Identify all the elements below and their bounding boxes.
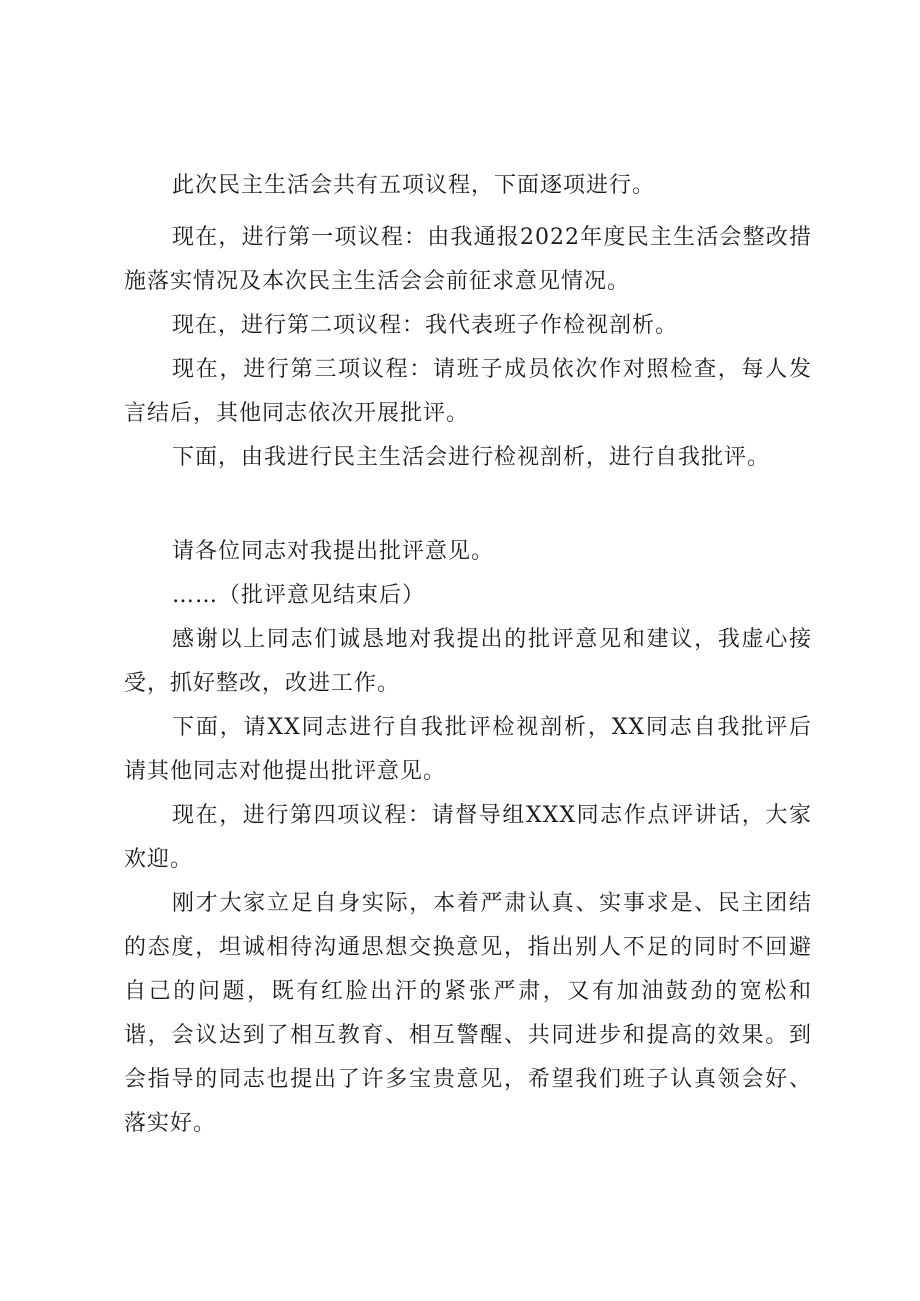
paragraph-after-criticism-note: ……（批评意见结束后） bbox=[172, 583, 426, 608]
paragraph-agenda-item-3: 现在，进行第三项议程：请班子成员依次作对照检查，每人发言结后，其他同志依次开展批评。 bbox=[124, 357, 812, 426]
paragraph-agenda-item-1: 现在，进行第一项议程：由我通报2022年度民主生活会整改措施落实情况及本次民主生活会会前征求意见情况。 bbox=[124, 225, 812, 294]
paragraph-thanks: 感谢以上同志们诚恳地对我提出的批评意见和建议，我虚心接受，抓好整改，改进工作。 bbox=[124, 627, 812, 696]
paragraph-member-self-criticism: 下面，请XX同志进行自我批评检视剖析，XX同志自我批评后请其他同志对他提出批评意见。 bbox=[124, 715, 812, 784]
paragraph-agenda-item-4: 现在，进行第四项议程：请督导组XXX同志作点评讲话，大家欢迎。 bbox=[124, 803, 812, 872]
paragraph-agenda-intro: 此次民主生活会共有五项议程，下面逐项进行。 bbox=[172, 173, 656, 198]
paragraph-request-criticism: 请各位同志对我提出批评意见。 bbox=[172, 539, 495, 564]
paragraph-self-review: 下面，由我进行民主生活会进行检视剖析，进行自我批评。 bbox=[172, 445, 771, 470]
paragraph-summary: 刚才大家立足自身实际，本着严肃认真、实事求是、民主团结的态度，坦诚相待沟通思想交换意见，指出别人不足的同时不回避自己的问题，既有红脸出汗的紧张严肃，又有加油鼓劲的宽松和谐，会议达到了相互教育、相互警醒、共同进步和提高的效果。到会指导的同志也提出了许多宝贵意见，希望我们班子认真领会好、落实好。 bbox=[124, 891, 812, 1136]
paragraph-agenda-item-2: 现在，进行第二项议程：我代表班子作检视剖析。 bbox=[172, 313, 679, 338]
